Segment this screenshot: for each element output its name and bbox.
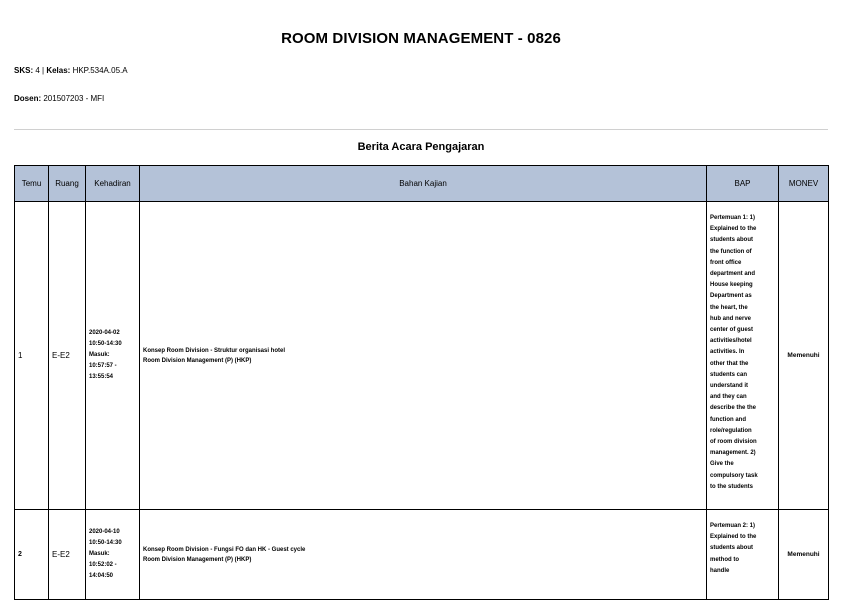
page-title: ROOM DIVISION MANAGEMENT - 0826 — [281, 30, 561, 47]
kelas-label: Kelas: — [46, 66, 71, 75]
header-monev: MONEV — [779, 166, 829, 202]
cell-ruang: E-E2 — [49, 202, 86, 510]
header-kehadiran: Kehadiran — [86, 166, 140, 202]
section-title: Berita Acara Pengajaran — [357, 141, 485, 153]
sks-value: 4 | — [33, 66, 47, 75]
lecturer-info — [14, 94, 104, 103]
header-ruang: Ruang — [49, 166, 86, 202]
cell-bahan-kajian: Konsep Room Division - Fungsi FO dan HK - Guest cycle Room Division Management (P) (HKP) — [140, 510, 707, 600]
cell-kehadiran: 2020-04-02 10:50-14:30 Masuk: 10:57:57 - 13:55:54 — [86, 202, 140, 510]
header-temu: Temu — [15, 166, 49, 202]
course-info — [14, 66, 128, 75]
bap-table — [14, 165, 829, 600]
cell-bap: Pertemuan 2: 1) Explained to the students about method to handle — [707, 510, 779, 600]
sks-label: SKS: — [14, 66, 34, 75]
cell-temu: 1 — [15, 202, 49, 510]
cell-monev: Memenuhi — [779, 510, 829, 600]
cell-bap: Pertemuan 1: 1) Explained to the students about the function of front office department and House keeping Department as the heart, the hub and nerve center of guest activities/hotel activities. In other that the students can understand it and they can describe the the function and role/regulation of room division management. 2) Give the compulsory task to the students — [707, 202, 779, 510]
divider — [14, 129, 828, 130]
cell-ruang: E-E2 — [49, 510, 86, 600]
cell-bahan-kajian: Konsep Room Division - Struktur organisasi hotel Room Division Management (P) (HKP) — [140, 202, 707, 510]
dosen-label: Dosen: — [14, 94, 42, 103]
cell-kehadiran: 2020-04-10 10:50-14:30 Masuk: 10:52:02 - 14:04:50 — [86, 510, 140, 600]
dosen-value: 201507203 - MFI — [41, 94, 105, 103]
cell-temu: 2 — [15, 510, 49, 600]
header-bap: BAP — [707, 166, 779, 202]
table-row — [15, 510, 829, 600]
kelas-value: HKP.534A.05.A — [70, 66, 128, 75]
table-header-row — [15, 166, 829, 202]
header-bahan-kajian: Bahan Kajian — [140, 166, 707, 202]
cell-monev: Memenuhi — [779, 202, 829, 510]
table-row — [15, 202, 829, 510]
